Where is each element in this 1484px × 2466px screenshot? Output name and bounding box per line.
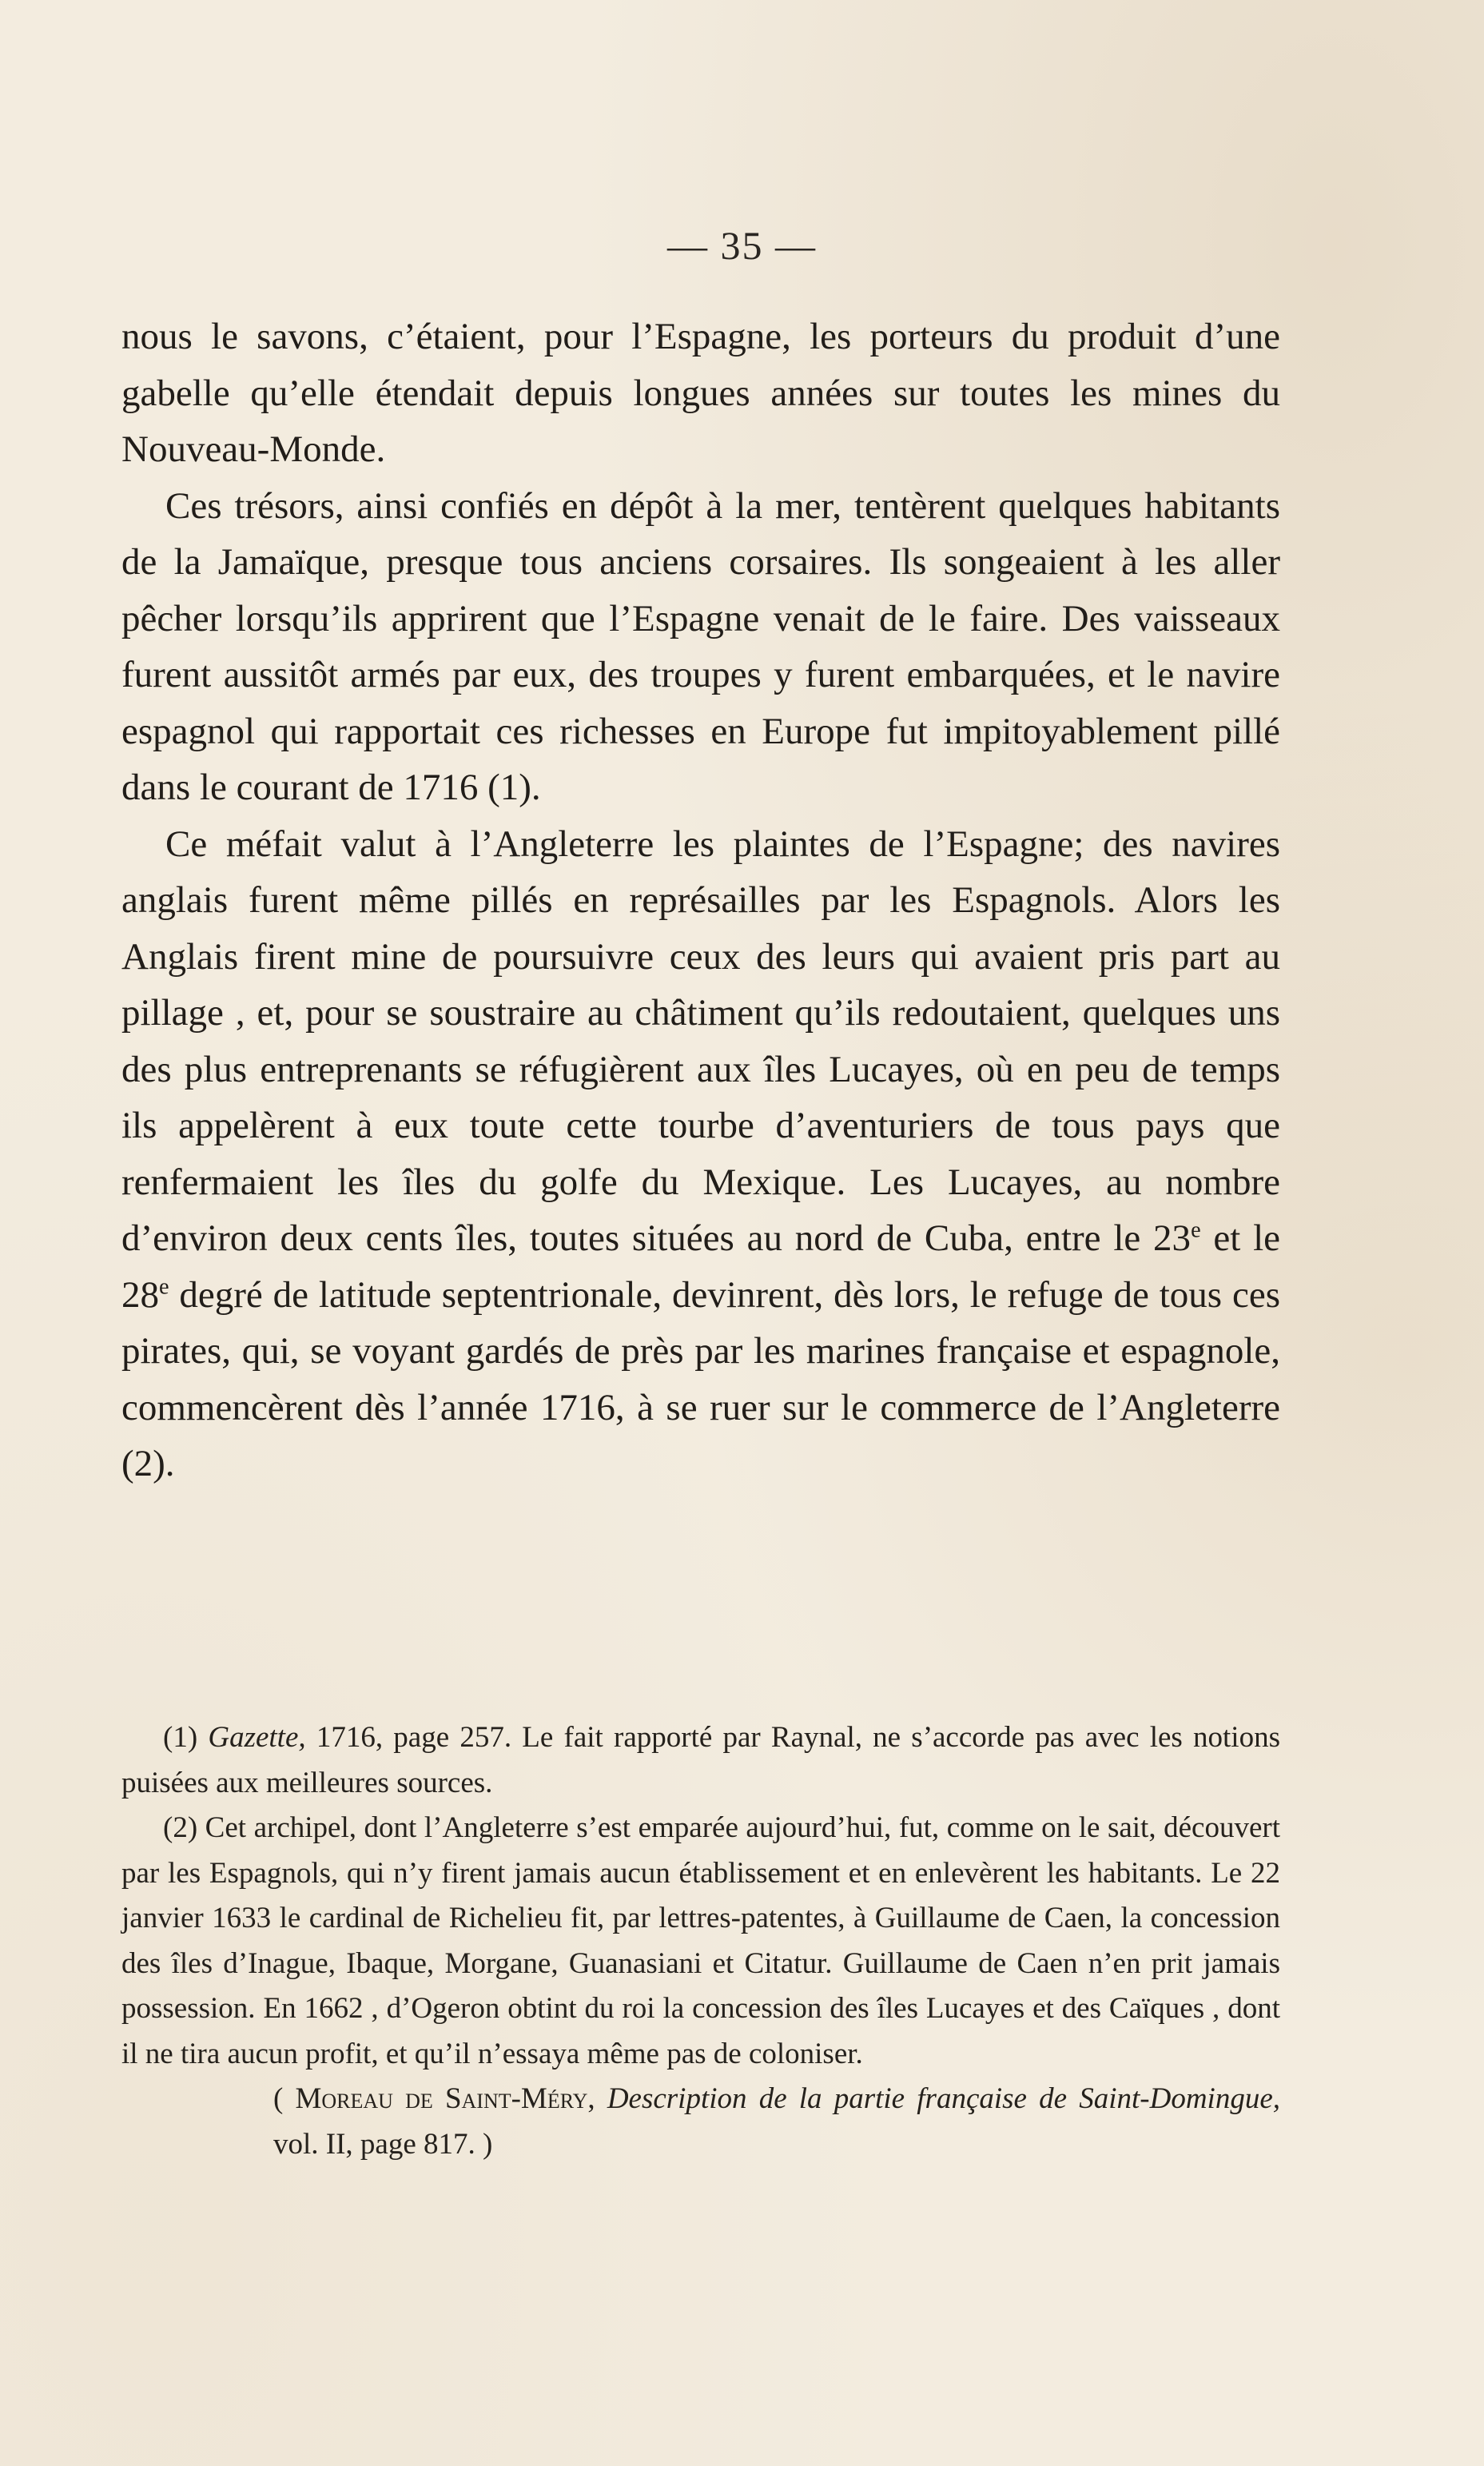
paragraph-1: nous le savons, c’étaient, pour l’Espagne, les porteurs du produit d’une gabelle qu’elle étendait depuis longues années sur toutes les mines du Nouveau-Monde. xyxy=(121,316,1280,470)
footnotes xyxy=(121,1715,1280,2167)
citation-author: Moreau de Saint-Méry, xyxy=(295,2082,595,2115)
paragraph-2: Ces trésors, ainsi confiés en dépôt à la mer, tentèrent quelques habitants de la Jamaïque, presque tous anciens corsaires. Ils songeaient à les aller pêcher lorsqu’ils apprirent que l’Espagne venait de le faire. Des vaisseaux furent aussitôt armés par eux, des troupes y furent embarquées, et le navire espagnol qui rapportait ces richesses en Europe fut impitoyablement pillé dans le courant de 1716 (1). xyxy=(121,484,1280,808)
page-number: — 35 — xyxy=(667,223,817,268)
footnote-1 xyxy=(121,1715,1280,1806)
ordinal-suffix-23: e xyxy=(1191,1217,1201,1243)
citation-rest: vol. II, page 817. ) xyxy=(273,2127,493,2161)
citation-open: ( xyxy=(273,2082,296,2115)
footnote-1-text: 1716, page 257. Le fait rapporté par Raynal, ne s’accorde pas avec les notions puisées aux meilleures sources. xyxy=(121,1721,1280,1799)
body-text xyxy=(121,309,1280,1492)
footnote-2: (2) Cet archipel, dont l’Angleterre s’est emparée aujourd’hui, fut, comme on le sait, découvert par les Espagnols, qui n’y firent jamais aucun établissement et en enlevèrent les habitants. Le 22 janvier 1633 le cardinal de Richelieu fit, par lettres-patentes, à Guillaume de Caen, la concession des îles d’Inague, Ibaque, Morgane, Guanasiani et Citatur. Guillaume de Caen n’en prit jamais possession. En 1662 , d’Ogeron obtint du roi la concession des îles Lucayes et des Caïques , dont il ne tira aucun profit, et qu’il n’essaya même pas de coloniser. xyxy=(121,1811,1280,2070)
ordinal-suffix-28: e xyxy=(159,1273,169,1299)
citation-title: Description de la partie française de Saint-Domingue, xyxy=(595,2082,1280,2115)
paragraph-3-part-c: degré de latitude septentrionale, devinrent, dès lors, le refuge de tous ces pirates, qui, se voyant gardés de près par les marines française et espagnole, commencèrent dès l’année 1716, à se ruer sur le commerce de l’Angleterre (2). xyxy=(121,1273,1280,1484)
footnote-1-source: Gazette, xyxy=(208,1721,306,1754)
footnote-2-citation xyxy=(121,2077,1280,2167)
paragraph-3 xyxy=(121,816,1280,1492)
footnote-1-mark: (1) xyxy=(163,1721,209,1754)
paragraph-3-part-a: Ce méfait valut à l’Angleterre les plaintes de l’Espagne; des navires anglais furent même pillés en représailles par les Espagnols. Alors les Anglais firent mine de poursuivre ceux des leurs qui avaient pris part au pillage , et, pour se soustraire au châtiment qu’ils redoutaient, quelques uns des plus entreprenants se réfugièrent aux îles Lucayes, où en peu de temps ils appelèrent à eux toute cette tourbe d’aventuriers de tous pays que renfermaient les îles du golfe du Mexique. Les Lucayes, au nombre d’environ deux cents îles, toutes situées au nord de Cuba, entre le 23 xyxy=(121,823,1280,1259)
paragraph-3-part-b: et le 28 xyxy=(121,1217,1281,1316)
